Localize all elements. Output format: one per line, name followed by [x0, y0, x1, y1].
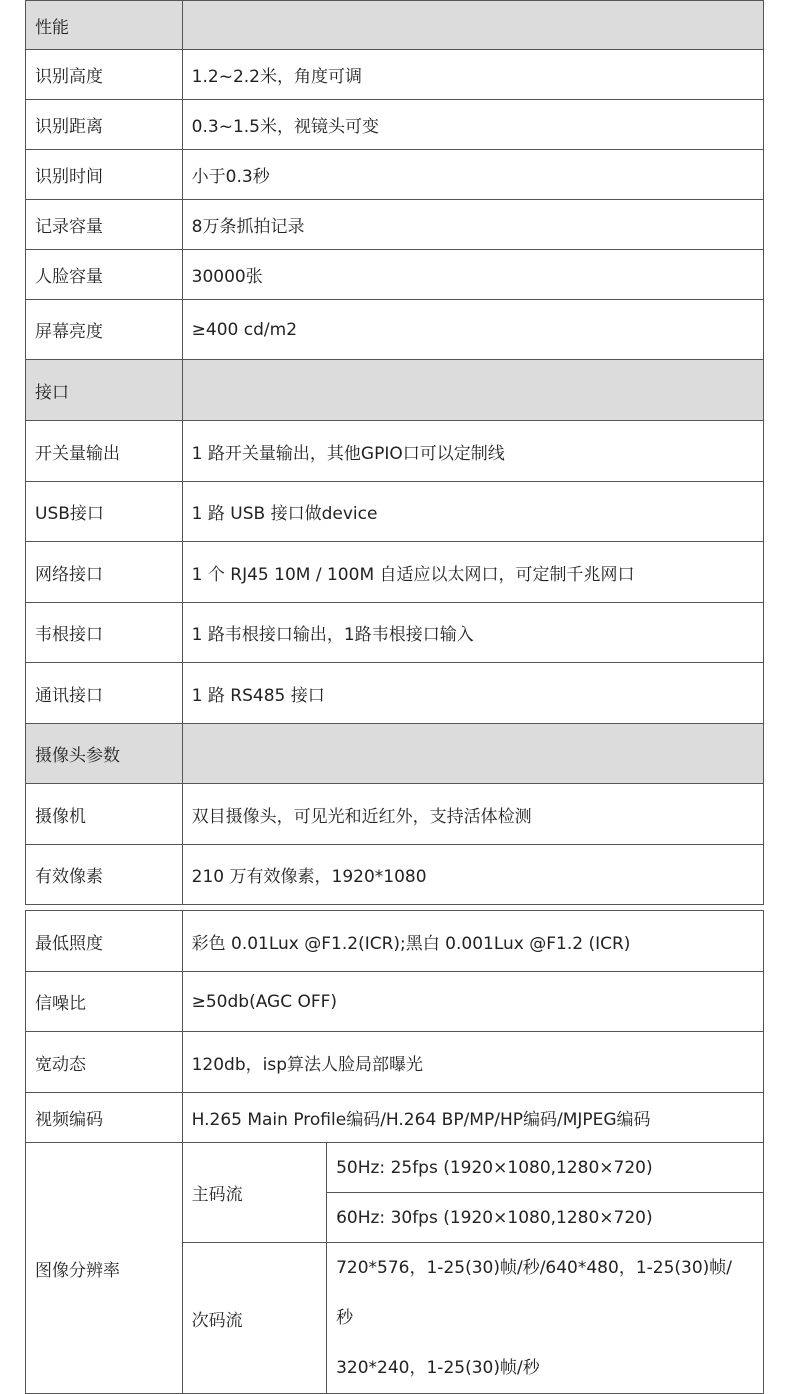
row-label: 通讯接口 — [26, 663, 183, 724]
table-row — [26, 972, 764, 1032]
table-row — [26, 663, 764, 724]
row-label: 网络接口 — [26, 542, 183, 603]
table-row — [26, 100, 764, 150]
resolution-label: 图像分辨率 — [26, 1143, 183, 1394]
table-row — [26, 603, 764, 663]
section-label: 接口 — [26, 360, 183, 421]
table-row — [26, 1093, 764, 1143]
row-value: 1 路 RS485 接口 — [182, 663, 763, 724]
row-value: 1 路 USB 接口做device — [182, 482, 763, 542]
row-value: 120db，isp算法人脸局部曝光 — [182, 1032, 763, 1093]
row-value: 8万条抓拍记录 — [182, 200, 763, 250]
row-value: H.265 Main Profile编码/H.264 BP/MP/HP编码/MJPEG编码 — [182, 1093, 763, 1143]
row-value: 彩色 0.01Lux @F1.2(ICR);黑白 0.001Lux @F1.2 (ICR) — [182, 911, 763, 972]
row-value: 1 路开关量输出，其他GPIO口可以定制线 — [182, 421, 763, 482]
section-value — [182, 360, 763, 421]
row-value: 1.2~2.2米，角度可调 — [182, 50, 763, 100]
row-label: 摄像机 — [26, 784, 183, 845]
resolution-row — [26, 1143, 764, 1193]
row-label: 韦根接口 — [26, 603, 183, 663]
row-label: 宽动态 — [26, 1032, 183, 1093]
row-label: 识别高度 — [26, 50, 183, 100]
table-row — [26, 200, 764, 250]
row-value: 1 个 RJ45 10M / 100M 自适应以太网口，可定制千兆网口 — [182, 542, 763, 603]
section-label: 摄像头参数 — [26, 724, 183, 784]
sub-stream-label: 次码流 — [182, 1243, 326, 1394]
section-label: 性能 — [26, 1, 183, 50]
sub-stream-value: 320*240，1-25(30)帧/秒 — [336, 1358, 540, 1378]
row-label: 最低照度 — [26, 911, 183, 972]
row-value: 双目摄像头，可见光和近红外，支持活体检测 — [182, 784, 763, 845]
sub-stream-values — [327, 1243, 764, 1394]
spec-table-1 — [25, 0, 764, 905]
row-value: ≥400 cd/m2 — [182, 300, 763, 360]
table-row — [26, 150, 764, 200]
row-value: ≥50db(AGC OFF) — [182, 972, 763, 1032]
table-row — [26, 421, 764, 482]
row-label: USB接口 — [26, 482, 183, 542]
table-row — [26, 1032, 764, 1093]
row-label: 屏幕亮度 — [26, 300, 183, 360]
row-value: 210 万有效像素，1920*1080 — [182, 845, 763, 905]
table-row — [26, 784, 764, 845]
row-label: 记录容量 — [26, 200, 183, 250]
main-stream-label: 主码流 — [182, 1143, 326, 1243]
section-row — [26, 360, 764, 421]
row-value: 小于0.3秒 — [182, 150, 763, 200]
row-label: 视频编码 — [26, 1093, 183, 1143]
table-row — [26, 50, 764, 100]
spec-table-2 — [25, 910, 764, 1394]
main-stream-value: 50Hz: 25fps (1920×1080,1280×720) — [327, 1143, 764, 1193]
row-value: 1 路韦根接口输出，1路韦根接口输入 — [182, 603, 763, 663]
section-row — [26, 1, 764, 50]
section-value — [182, 1, 763, 50]
table-row — [26, 911, 764, 972]
table-row — [26, 845, 764, 905]
section-value — [182, 724, 763, 784]
sub-stream-value: 720*576，1-25(30)帧/秒/640*480，1-25(30)帧/秒 — [336, 1258, 733, 1328]
row-value: 0.3~1.5米，视镜头可变 — [182, 100, 763, 150]
section-row — [26, 724, 764, 784]
main-stream-value: 60Hz: 30fps (1920×1080,1280×720) — [327, 1193, 764, 1243]
table-row — [26, 250, 764, 300]
row-label: 开关量输出 — [26, 421, 183, 482]
row-value: 30000张 — [182, 250, 763, 300]
row-label: 识别时间 — [26, 150, 183, 200]
row-label: 人脸容量 — [26, 250, 183, 300]
table-row — [26, 300, 764, 360]
table-row — [26, 482, 764, 542]
row-label: 有效像素 — [26, 845, 183, 905]
row-label: 识别距离 — [26, 100, 183, 150]
table-row — [26, 542, 764, 603]
row-label: 信噪比 — [26, 972, 183, 1032]
